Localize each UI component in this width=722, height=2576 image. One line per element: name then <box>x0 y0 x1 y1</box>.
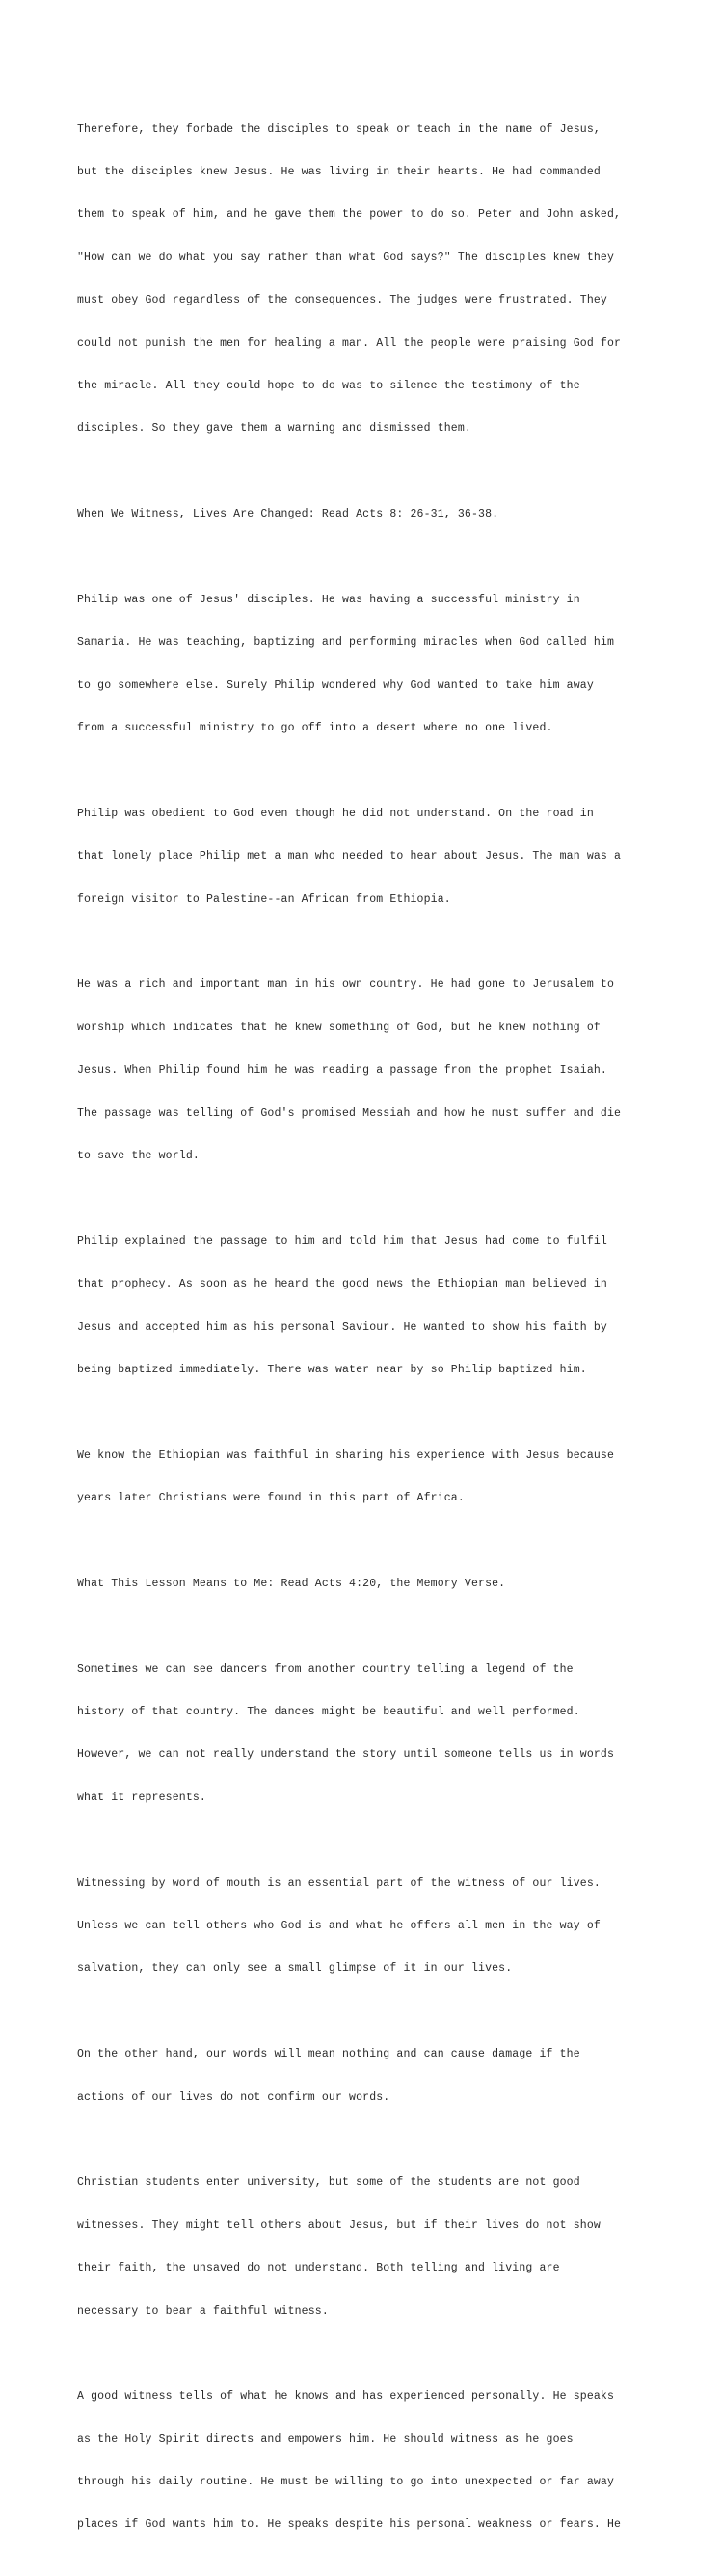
paragraph-ethiopian-faithful <box>77 1421 655 1534</box>
heading-text: When We Witness, Lives Are Changed: Read Acts 8: 26-31, 36-38. <box>77 508 499 521</box>
paragraph-students <box>77 2148 655 2348</box>
text-line: to save the world. <box>77 1149 200 1162</box>
paragraph-good-witness <box>77 2362 655 2562</box>
text-line: A good witness tells of what he knows and has experienced personally. He speaks <box>77 2390 615 2403</box>
text-line: We know the Ethiopian was faithful in sharing his experience with Jesus because <box>77 1448 615 1462</box>
text-line: He was a rich and important man in his own country. He had gone to Jerusalem to <box>77 978 615 992</box>
paragraph-philip-obedient <box>77 779 655 936</box>
text-line: years later Christians were found in this part of Africa. <box>77 1492 465 1505</box>
text-line: Sometimes we can see dancers from another country telling a legend of the <box>77 1662 574 1676</box>
text-line: places if God wants him to. He speaks despite his personal weakness or fears. He <box>77 2518 622 2532</box>
text-line: Philip was one of Jesus' disciples. He was having a successful ministry in <box>77 593 580 606</box>
heading-text: What This Lesson Means to Me: Read Acts 4:20, the Memory Verse. <box>77 1577 506 1590</box>
text-line: must obey God regardless of the consequences. The judges were frustrated. They <box>77 294 607 307</box>
paragraph-dancers <box>77 1634 655 1834</box>
text-line: Samaria. He was teaching, baptizing and performing miracles when God called him <box>77 636 615 650</box>
paragraph-rich-man <box>77 950 655 1193</box>
text-line: history of that country. The dances might be beautiful and well performed. <box>77 1706 580 1719</box>
text-line: could not punish the men for healing a man. All the people were praising God for <box>77 336 622 350</box>
text-line: Unless we can tell others who God is and what he offers all men in the way of <box>77 1920 601 1932</box>
text-line: Philip was obedient to God even though he did not understand. On the road in <box>77 807 594 820</box>
text-line: actions of our lives do not confirm our words. <box>77 2090 390 2104</box>
text-line: However, we can not really understand the story until someone tells us in words <box>77 1748 615 1762</box>
text-line: disciples. So they gave them a warning and dismissed them. <box>77 422 471 436</box>
text-line: worship which indicates that he knew something of God, but he knew nothing of <box>77 1021 601 1034</box>
text-line: Philip explained the passage to him and told him that Jesus had come to fulfil <box>77 1235 607 1248</box>
text-line: "How can we do what you say rather than what God says?" The disciples knew they <box>77 251 615 264</box>
text-line: as the Holy Spirit directs and empowers him. He should witness as he goes <box>77 2432 574 2446</box>
paragraph-explained-passage <box>77 1207 655 1406</box>
paragraph-philip-disciple <box>77 565 655 764</box>
text-line: salvation, they can only see a small glimpse of it in our lives. <box>77 1962 513 1976</box>
text-line: Witnessing by word of mouth is an essential part of the witness of our lives. <box>77 1876 601 1890</box>
text-line: the miracle. All they could hope to do was to silence the testimony of the <box>77 379 580 392</box>
text-line: but the disciples knew Jesus. He was living in their hearts. He had commanded <box>77 165 601 178</box>
paragraph-other-hand <box>77 2020 655 2134</box>
paragraph-word-of-mouth <box>77 1848 655 2005</box>
text-line: The passage was telling of God's promised Messiah and how he must suffer and die <box>77 1106 622 1120</box>
text-line: their faith, the unsaved do not understand. Both telling and living are <box>77 2262 560 2275</box>
text-line: Christian students enter university, but some of the students are not good <box>77 2176 580 2190</box>
text-line: that prophecy. As soon as he heard the good news the Ethiopian man believed in <box>77 1278 607 1291</box>
text-line: Jesus. When Philip found him he was reading a passage from the prophet Isaiah. <box>77 1064 607 1077</box>
section-heading-lesson-means <box>77 1549 655 1620</box>
document-page <box>77 94 655 2576</box>
text-line: Jesus and accepted him as his personal Saviour. He wanted to show his faith by <box>77 1320 607 1334</box>
text-line: them to speak of him, and he gave them the power to do so. Peter and John asked, <box>77 208 622 222</box>
text-line: foreign visitor to Palestine--an African from Ethiopia. <box>77 892 451 906</box>
text-line: necessary to bear a faithful witness. <box>77 2304 329 2318</box>
text-line: from a successful ministry to go off into a desert where no one lived. <box>77 722 553 735</box>
text-line: what it represents. <box>77 1791 206 1804</box>
text-line: being baptized immediately. There was water near by so Philip baptized him. <box>77 1363 587 1376</box>
text-line: that lonely place Philip met a man who needed to hear about Jesus. The man was a <box>77 850 622 863</box>
section-heading-lives-changed <box>77 480 655 551</box>
text-line: through his daily routine. He must be willing to go into unexpected or far away <box>77 2476 615 2489</box>
text-line: to go somewhere else. Surely Philip wondered why God wanted to take him away <box>77 678 594 692</box>
text-line: Therefore, they forbade the disciples to speak or teach in the name of Jesus, <box>77 122 601 136</box>
text-line: On the other hand, our words will mean nothing and can cause damage if the <box>77 2048 580 2061</box>
paragraph-forbade <box>77 94 655 465</box>
text-line: witnesses. They might tell others about Jesus, but if their lives do not show <box>77 2218 601 2232</box>
